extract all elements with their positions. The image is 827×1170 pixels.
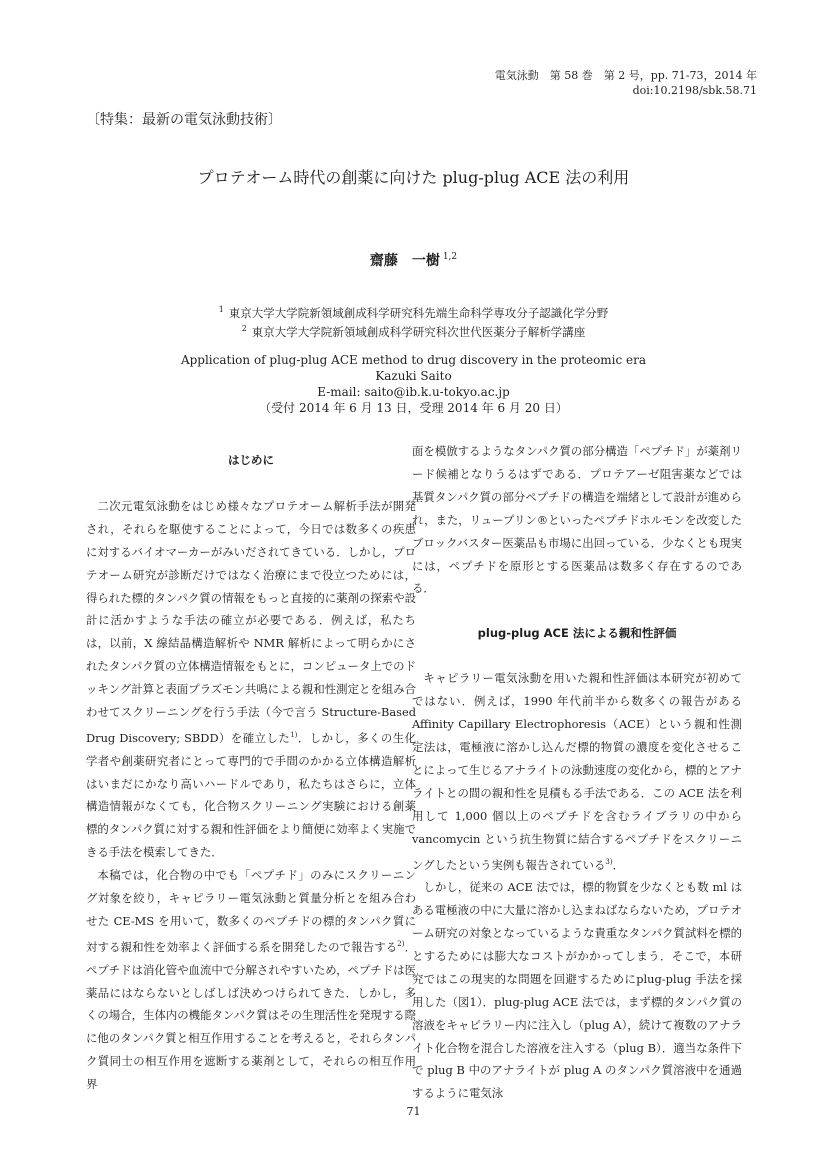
affiliation-1 (0, 302, 827, 321)
affiliation-mark: 1 (218, 305, 224, 314)
intro-paragraph-1 (86, 495, 416, 864)
section-heading-ace: plug-plug ACE 法による親和性評価 (477, 626, 677, 641)
paragraph-text: ． (612, 857, 625, 872)
ace-paragraph-1 (412, 667, 742, 876)
email: E-mail: saito@ib.k.u-tokyo.ac.jp (317, 385, 510, 399)
paragraph-text: 二次元電気泳動をはじめ様々なプロテオーム解析手法が開発され，それらを駆使することによって，今日では数多くの疾患に対するバイオマーカーがみいだされてきている．しかし，プロテオーム研究が診断だけではなく治療にまで役立つためには，得られた標的タンパク質の情報をもっと直接的に薬剤の探索や設計に活かすような手法の確立が必要である．例えば，私たちは，以前，X 線結晶構造解析や NMR 解析によって明らかにされたタンパク質の立体構造情報をもとに，コンピュータ上でのドッキング計算と表面プラズモン共鳴による親和性測定とを組み合わせてスクリーニングを行う手法（今で言う Structure-Based Drug Discovery; SBDD）を確立した (86, 498, 416, 745)
affiliations (0, 302, 827, 340)
english-title: Application of plug-plug ACE method to drug discovery in the proteomic era (180, 353, 647, 367)
intro-paragraph-2-continued: 面を模倣するようなタンパク質の部分構造「ペプチド」が薬剤リード候補となりうるはずである．プロテアーゼ阻害薬などでは基質タンパク質の部分ペプチドの構造を端緒として設計が進められ，また，リュープリン®といったペプチドホルモンを改変したブロックバスター医薬品も市場に出回っている．少なくとも現実には，ペプチドを原形とする医薬品は数多く存在するのである． (412, 444, 742, 596)
received-dates: （受付 2014 年 6 月 13 日，受理 2014 年 6 月 20 日） (259, 401, 568, 415)
affiliation-mark: 2 (241, 323, 247, 333)
section-heading-intro: はじめに (228, 453, 274, 467)
journal-header (495, 68, 757, 98)
paragraph-text: ．しかし，多くの生化学者や創薬研究者にとって専門的で手間のかかる立体構造解析はいまだにかなり高いハードルであり，私たちはさらに，立体構造情報がなくても，化合物スクリーニング実験における創薬標的タンパク質に対する親和性評価をより簡便に効率よく実施できる手法を模索してきた． (86, 730, 416, 860)
affiliation-text: 東京大学大学院新領域創成科学研究科次世代医薬分子解析学講座 (251, 324, 586, 339)
paragraph-text: キャピラリー電気泳動を用いた親和性評価は本研究が初めてではない．例えば，1990 年代前半から数多くの報告があるAffinity Capillary Electrophoresis（ACE）という親和性測定法は，電極液に溶かし込んだ標的物質の濃度を変化させることによって生じるアナライトの泳動速度の変化から，標的とアナライトとの間の親和性を見積もる手法である．この ACE 法を利用して 1,000 個以上のペプチドを含むライブラリの中から vancomycin という抗生物質に結合するペプチドをスクリーニングしたという実例も報告されている (412, 671, 742, 872)
affiliation-2 (0, 321, 827, 340)
english-author: Kazuki Saito (375, 369, 452, 383)
intro-paragraph-2 (86, 864, 416, 1096)
paragraph-text: 本稿では，化合物の中でも「ペプチド」のみにスクリーニング対象を絞り，キャピラリー電気泳動と質量分析とを組み合わせた CE-MS を用いて，数多くのペプチドの標的タンパク質に対する親和性を効率よく評価する系を開発したので報告する (86, 868, 416, 954)
left-column (86, 449, 416, 1096)
doi: doi:10.2198/sbk.58.71 (632, 84, 757, 97)
citation-ref: 3) (605, 857, 613, 866)
paper-title: プロテオーム時代の創薬に向けた plug-plug ACE 法の利用 (197, 168, 630, 187)
author-name: 齋藤 一樹 (369, 253, 440, 269)
paragraph-text: ．ペプチドは消化管や血流中で分解されやすいため，ペプチドは医薬品にはならないとしばしば決めつけられてきた．しかし，多くの場合，生体内の機能タンパク質はその生理活性を発現する際に他のタンパク質と相互作用することを考えると，それらタンパク質同士の相互作用を遮断する薬剤として，それらの相互作用界 (86, 939, 416, 1092)
citation-ref: 1) (290, 730, 298, 739)
right-column (412, 440, 742, 1105)
author-affil-marks: 1,2 (442, 252, 458, 263)
affiliation-text: 東京大学大学院新領域創成科学研究科先端生命科学専攻分子認識化学分野 (228, 305, 609, 320)
ace-paragraph-2: しかし，従来の ACE 法では，標的物質を少なくとも数 ml はある電極液の中に大量に溶かし込まねばならないため，プロテオーム研究の対象となっているような貴重なタンパク質試料を標的とするためには膨大なコストがかかってしまう．そこで，本研究ではこの現実的な問題を回避するためにplug-plug 手法を採用した（図1）．plug-plug ACE 法では，まず標的タンパク質の溶液をキャピラリー内に注入し（plug A），続けて複数のアナライト化合物を混合した溶液を注入する（plug B）．適当な条件下で plug B 中のアナライトが plug A のタンパク質溶液中を通過するように電気泳 (412, 880, 742, 1101)
page-number: 71 (406, 1105, 421, 1118)
journal-citation: 電気泳動 第 58 巻 第 2 号，pp. 71-73，2014 年 (494, 69, 757, 82)
author (0, 250, 827, 270)
english-block (0, 352, 827, 416)
citation-ref: 2) (397, 939, 405, 948)
special-issue-label: 〔特集：最新の電気泳動技術〕 (86, 112, 282, 128)
